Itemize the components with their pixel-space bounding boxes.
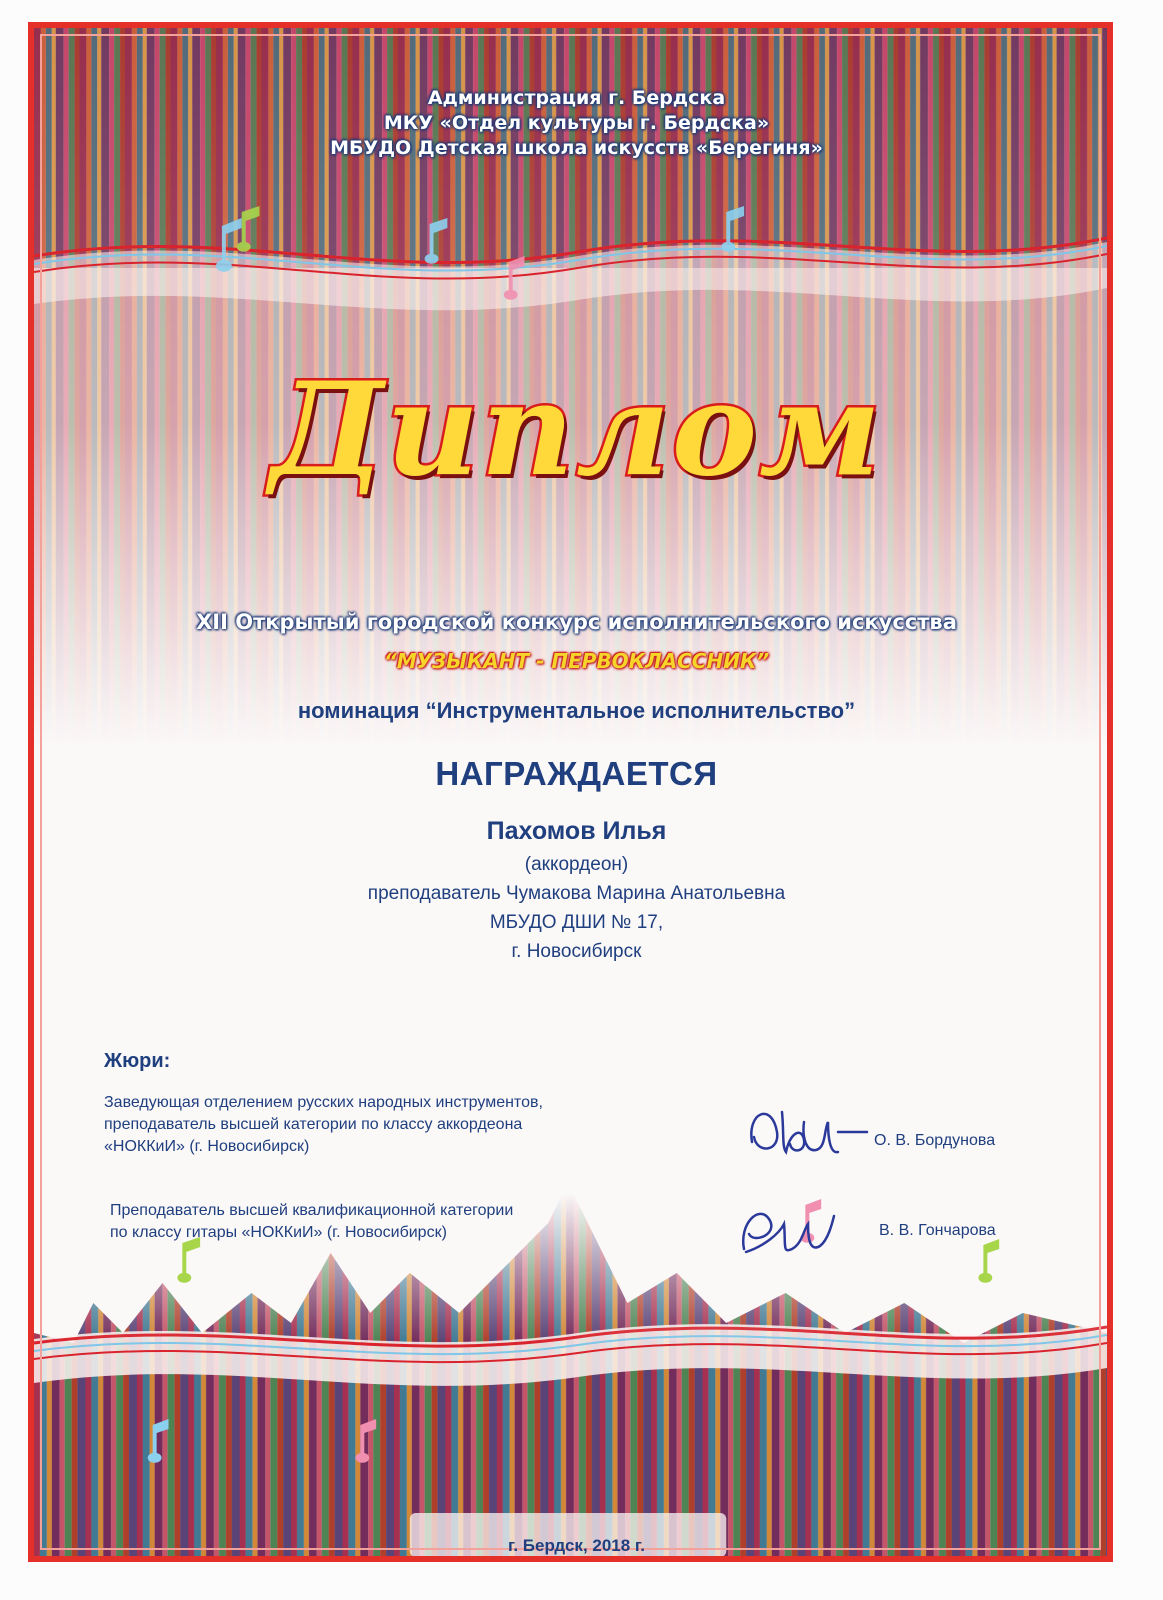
jury-description-line: преподаватель высшей категории по классу аккордеона [104,1116,523,1133]
jury-member-2-name: В. В. Гончарова [879,1222,996,1239]
winner-details [34,850,1113,966]
contest-line: XII Открытый городской конкурс исполнительского искусства [196,610,957,634]
winner-name: Пахомов Илья [486,817,667,845]
organizers-block [34,86,1113,161]
jury-description-line: Преподаватель высшей квалификационной категории [110,1202,514,1219]
diploma-frame [28,22,1113,1562]
winner-city: г. Новосибирск [511,941,642,962]
organizer-line: МКУ «Отдел культуры г. Бердска» [383,112,770,134]
winner-instrument: (аккордеон) [524,854,629,875]
signature-2 [724,1194,854,1264]
winner-teacher: преподаватель Чумакова Марина Анатольевна [367,883,786,904]
jury-member-2-description [110,1200,630,1244]
jury-label: Жюри: [104,1050,171,1072]
jury-description-line: «НОККиИ» (г. Новосибирск) [104,1138,310,1155]
winner-school: МБУДО ДШИ № 17, [489,912,664,933]
nomination: номинация “Инструментальное исполнительство” [297,698,856,723]
jury-description-line: Заведующая отделением русских народных инструментов, [104,1094,543,1111]
diploma-title: Диплом [270,355,883,505]
jury-description-line: по классу гитары «НОККиИ» (г. Новосибирск) [110,1224,447,1241]
contest-name: “МУЗЫКАНТ - ПЕРВОКЛАССНИК” [383,649,770,673]
place-and-year: г. Бердск, 2018 г. [507,1536,646,1555]
jury-member-1-name: О. В. Бордунова [874,1132,996,1149]
awarded-heading: НАГРАЖДАЕТСЯ [435,755,718,792]
jury-member-1-description [104,1092,664,1158]
bottom-textile-artwork [34,1193,1107,1562]
signature-1 [742,1092,872,1172]
organizer-line: Администрация г. Бердска [427,87,726,109]
organizer-line: МБУДО Детская школа искусств «Берегиня» [330,137,823,159]
